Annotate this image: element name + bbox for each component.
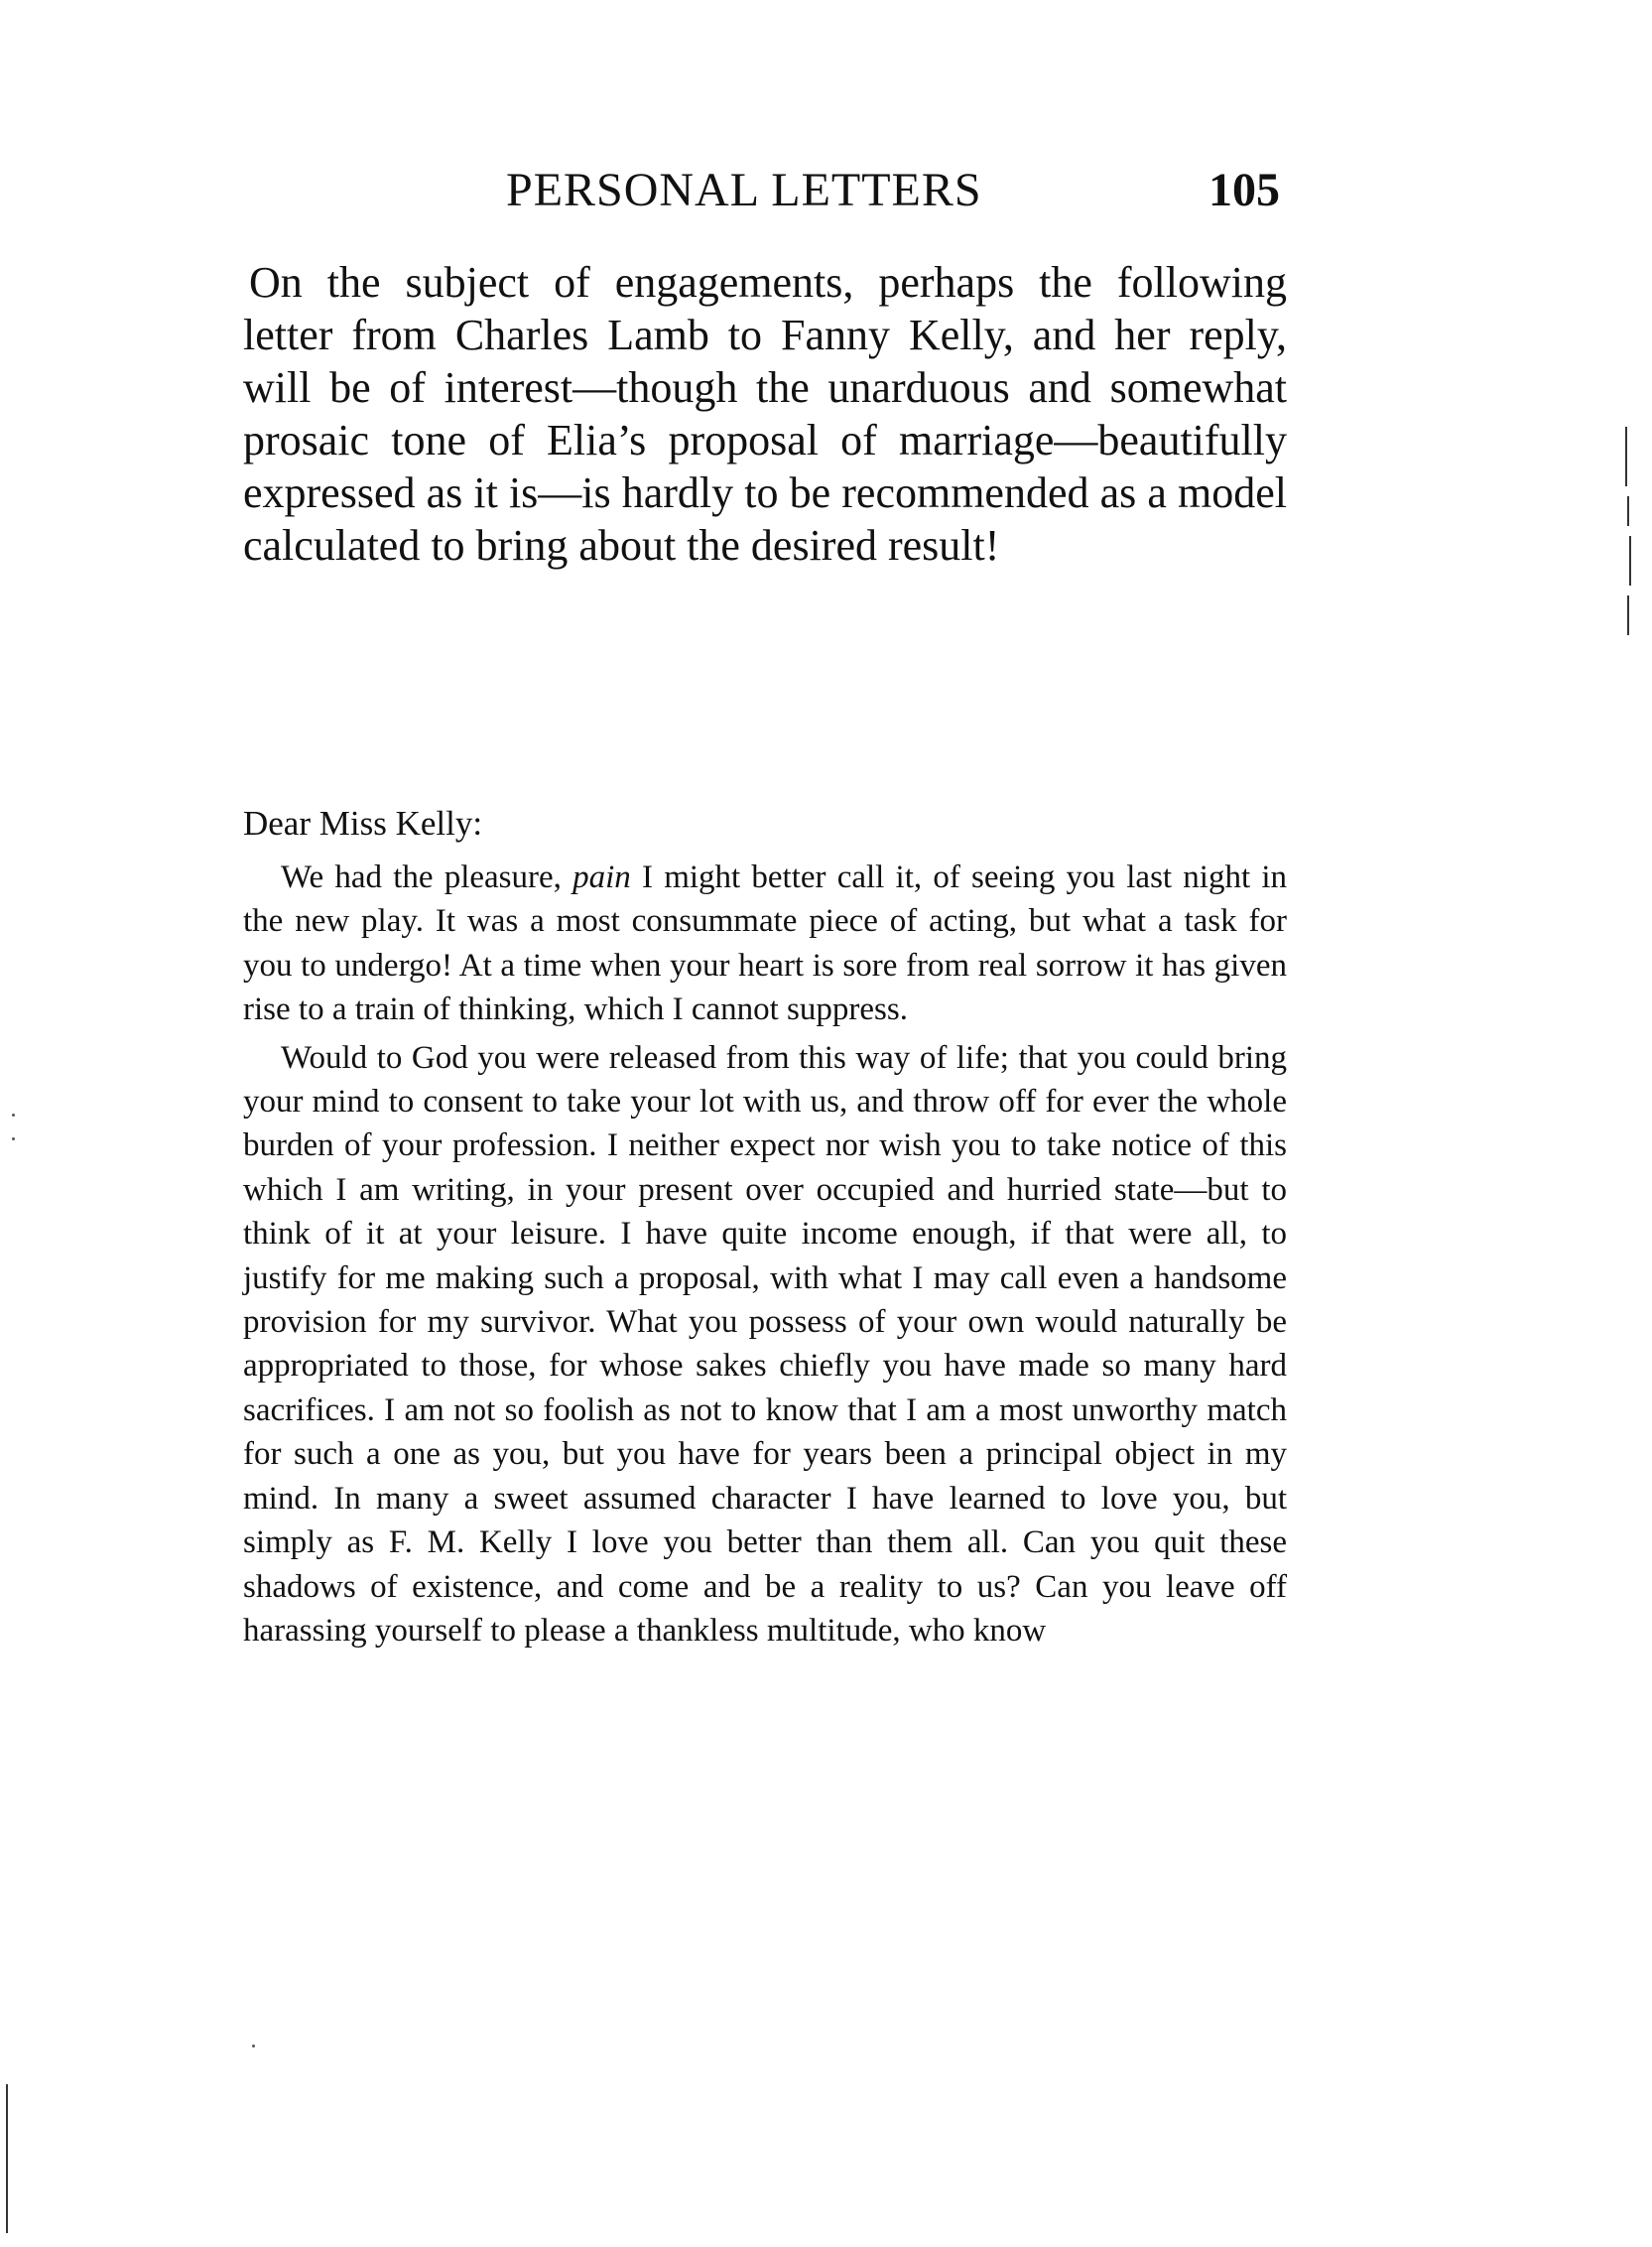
letter-paragraph-2: Would to God you were released from this way of life; that you could bring your mind to consent to take your lot with us, and throw off for ever the whole burden of your profession. I neither expect nor wish you to take notice of this which I am writing, in your present over occupied and hurried state—but to think of it at your leisure. I have quite income enough, if that were all, to justify for me making such a proposal, with what I may call even a handsome provision for my survivor. What you possess of your own would naturally be appropriated to those, for whose sakes chiefly you have made so many hard sacrifices. I am not so foolish as not to know that I am a most unworthy match for such a one as you, but you have for years been a principal object in my mind. In many a sweet assumed character I have learned to love you, but simply as F. M. Kelly I love you better than them all. Can you quit these shadows of existence, and come and be a reality to us? Can you leave off harassing yourself to please a thankless multitude, who know (243, 1039, 1287, 1649)
scan-speck (12, 1137, 15, 1140)
scan-speck (252, 2045, 255, 2048)
letter-paragraph-1 (243, 856, 1287, 1032)
scan-edge-mark (1629, 536, 1631, 586)
running-head: PERSONAL LETTERS (506, 164, 982, 216)
letter-salutation: Dear Miss Kelly: (243, 804, 483, 843)
scan-edge-mark (1627, 595, 1629, 635)
page-number: 105 (1208, 164, 1280, 216)
scan-edge-mark (1625, 427, 1627, 486)
letter-body (243, 856, 1287, 1656)
intro-paragraph: On the subject of engagements, perhaps the following letter from Charles Lamb to Fanny Kelly, and her reply, will be of interest—though the unarduous and somewhat prosaic tone of Elia’s proposal of marriage—beautifully expressed as it is—is hardly to be recommended as a model calculated to bring about the desired result! (243, 258, 1287, 570)
scan-edge-mark (6, 2084, 8, 2233)
letter-p1-end: I might better call it, of seeing you last night in the new play. It was a most consummate piece of acting, but what a task for you to undergo! At a time when your heart is sore from real sorrow it has given rise to a train of thinking, which I cannot suppress. (243, 859, 1287, 1028)
letter-p1-start: We had the pleasure, (281, 859, 573, 895)
letter-p1-emphasis: pain (572, 859, 631, 895)
scan-edge-mark (1627, 496, 1629, 526)
scan-speck (12, 1114, 15, 1117)
